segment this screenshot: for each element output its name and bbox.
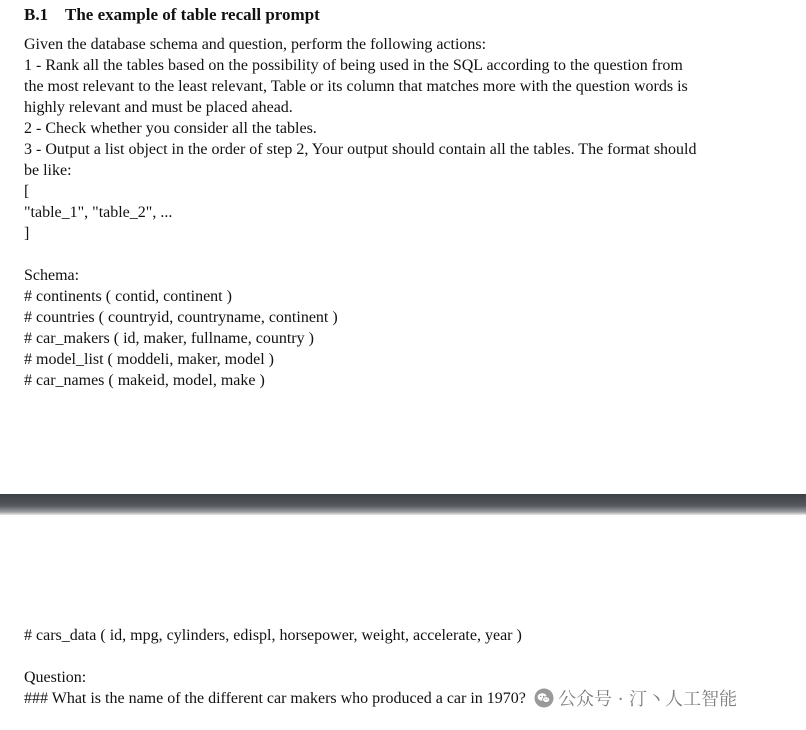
- schema-table: # countries ( countryid, countryname, continent ): [24, 309, 338, 326]
- prompt-continuation: [24, 625, 526, 709]
- blank-line: [24, 646, 526, 667]
- prompt-line: "table_1", "table_2", ...: [24, 204, 173, 221]
- question-label: Question:: [24, 669, 87, 686]
- section-heading: [24, 5, 320, 25]
- schema-table: # continents ( contid, continent ): [24, 288, 232, 305]
- prompt-line: Given the database schema and question, perform the following actions:: [24, 36, 487, 53]
- wechat-logo-icon: [534, 688, 554, 708]
- watermark: [534, 684, 737, 712]
- prompt-line: the most relevant to the least relevant, Table or its column that matches more with the question words is: [24, 78, 688, 95]
- prompt-line: be like:: [24, 162, 72, 179]
- prompt-line: highly relevant and must be placed ahead.: [24, 99, 293, 116]
- blank-line: [24, 244, 744, 265]
- prompt-line: ]: [24, 225, 30, 242]
- section-number: B.1: [24, 5, 49, 24]
- section-title: The example of table recall prompt: [65, 5, 320, 24]
- schema-table: # model_list ( moddeli, maker, model ): [24, 351, 274, 368]
- schema-table: # car_names ( makeid, model, make ): [24, 372, 265, 389]
- prompt-body: [24, 34, 744, 391]
- prompt-line: 3 - Output a list object in the order of step 2, Your output should contain all the tables. The format should: [24, 141, 697, 158]
- page-break-divider: [0, 494, 806, 515]
- schema-label: Schema:: [24, 267, 80, 284]
- watermark-text: 公众号 · 汀丶人工智能: [558, 689, 738, 710]
- prompt-line: [: [24, 183, 30, 200]
- question-text: ### What is the name of the different car makers who produced a car in 1970?: [24, 690, 526, 707]
- schema-table: # car_makers ( id, maker, fullname, country ): [24, 330, 314, 347]
- schema-table: # cars_data ( id, mpg, cylinders, edispl, horsepower, weight, accelerate, year ): [24, 627, 522, 644]
- prompt-line: 1 - Rank all the tables based on the possibility of being used in the SQL according to the question from: [24, 57, 683, 74]
- prompt-line: 2 - Check whether you consider all the tables.: [24, 120, 317, 137]
